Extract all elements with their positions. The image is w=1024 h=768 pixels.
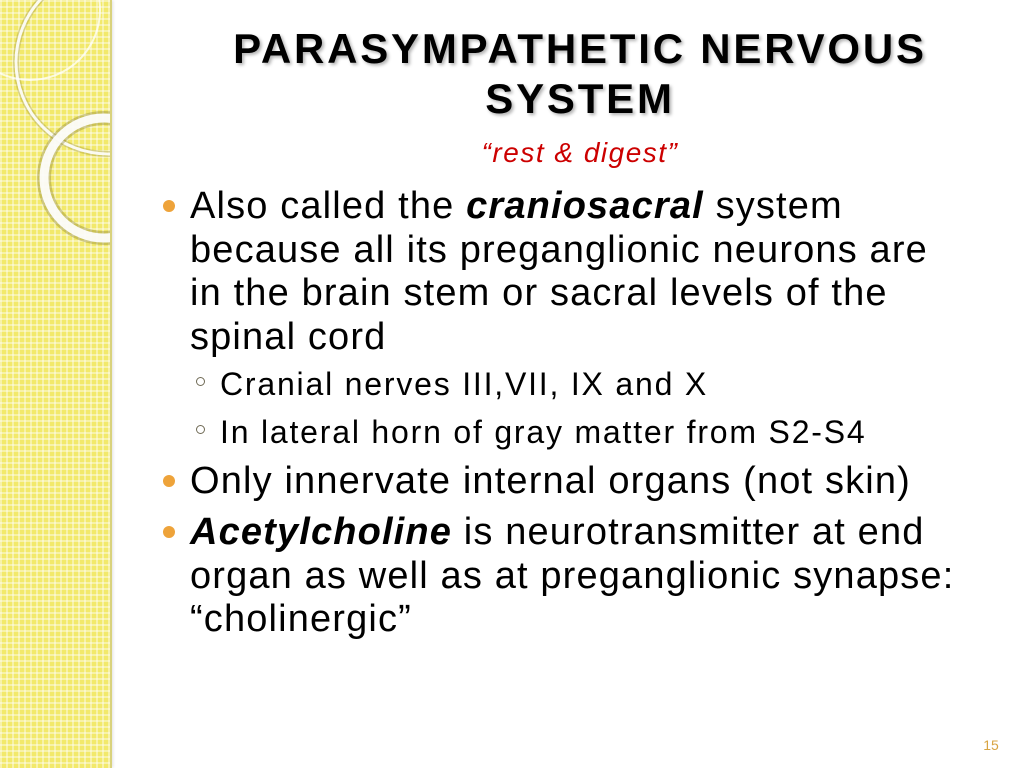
sub-bullet-ring-icon: [196, 425, 205, 434]
bullet-item: [160, 511, 996, 642]
sub-bullet-item: [190, 364, 708, 404]
decorative-ring-inner-shadow: [44, 118, 110, 238]
bullet-text: Only innervate internal organs (not skin): [190, 460, 911, 502]
sub-bullet-ring-icon: [196, 377, 205, 386]
sub-bullet-text: Cranial nerves III,VII, IX and X: [220, 366, 709, 402]
bullet-emphasis-text: Acetylcholine: [190, 511, 453, 553]
bullet-dot-icon: [163, 526, 175, 538]
bullet-item: [160, 460, 996, 504]
bullet-item: [160, 185, 950, 359]
bullet-text: [190, 511, 996, 642]
bullet-text: [190, 185, 950, 359]
slide-subtitle: “rest & digest”: [481, 137, 679, 168]
sub-bullet-item: [190, 412, 867, 452]
slide-title: PARASYMPATHETIC NERVOUS SYSTEM: [233, 25, 927, 122]
bullet-emphasis-text: craniosacral: [466, 185, 704, 227]
sub-bullet-text: In lateral horn of gray matter from S2-S4: [220, 414, 867, 450]
bullet-lead-text: Also called the: [190, 185, 455, 227]
decorative-sidebar: [0, 0, 112, 768]
bullet-dot-icon: [163, 475, 175, 487]
bullet-trail-text: is neurotransmitter at end organ as well as at preganglionic synapse: “cholinergic”: [190, 511, 955, 640]
bullet-trail-text: system because all its preganglionic neurons are in the brain stem or sacral levels of the spinal cord: [190, 185, 928, 358]
slide-number: 15: [983, 737, 999, 753]
decorative-rings: [0, 0, 110, 768]
bullet-dot-icon: [163, 200, 175, 212]
